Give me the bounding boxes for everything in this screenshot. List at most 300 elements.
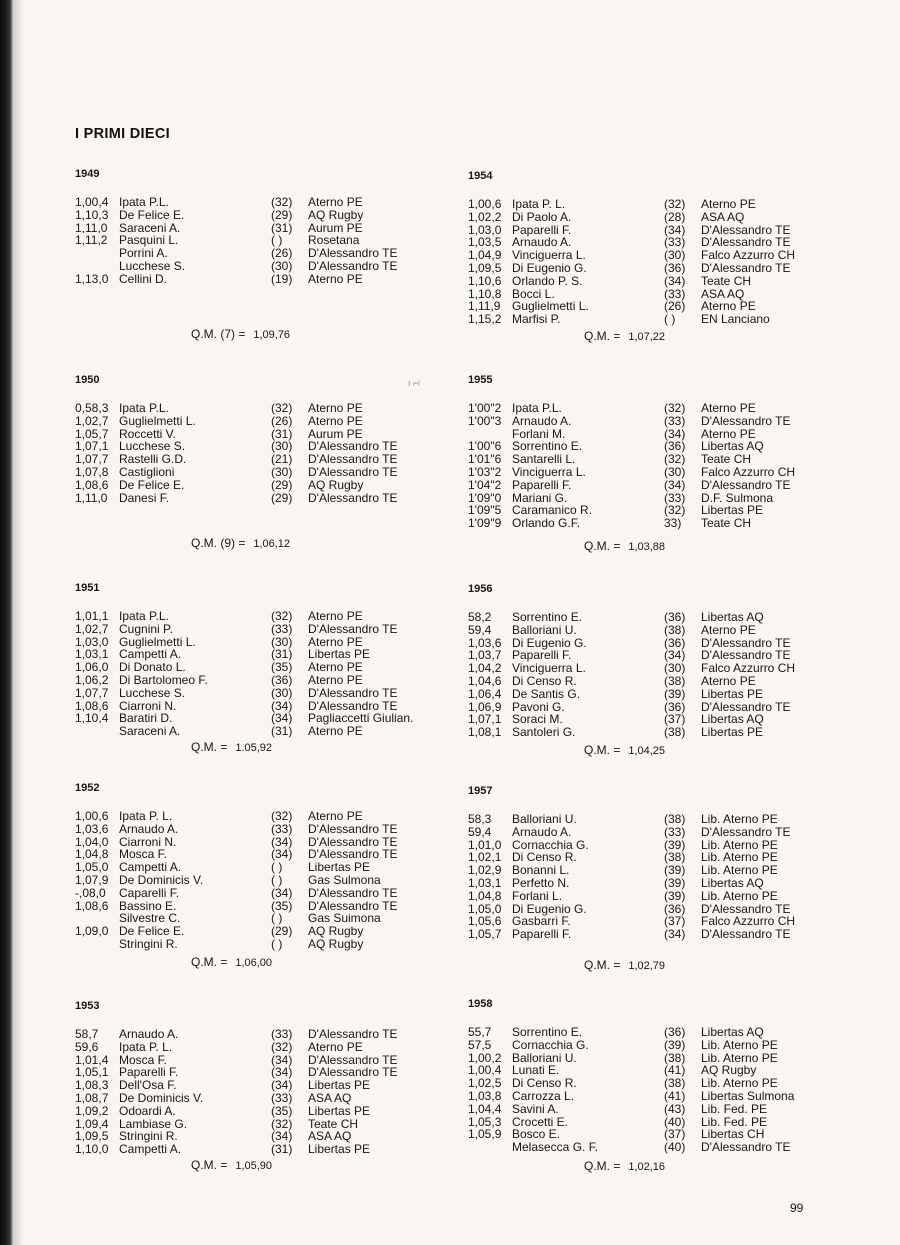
- birth-year: (32): [271, 1116, 293, 1131]
- athlete-name: Saraceni A.: [119, 220, 181, 235]
- ranking-row: [468, 198, 858, 211]
- birth-year: (32): [664, 452, 686, 467]
- ranking-list: [468, 813, 858, 941]
- club-name: D'Alessandro TE: [308, 258, 398, 273]
- ranking-list: [75, 810, 465, 951]
- time-cell: 59,6: [75, 1039, 99, 1054]
- athlete-name: Dell'Osa F.: [119, 1078, 177, 1093]
- club-name: Libertas PE: [701, 503, 764, 518]
- club-name: Pagliaccetti Giulian.: [308, 711, 414, 726]
- average-label: Q.M. (9) =: [191, 536, 246, 550]
- time-cell: 59,4: [468, 824, 492, 839]
- average-value: 1,07,22: [628, 331, 666, 343]
- time-cell: 1,11,9: [468, 299, 501, 314]
- time-cell: 1,02,7: [75, 413, 109, 428]
- time-cell: 1,09,5: [75, 1129, 109, 1144]
- club-name: Aterno PE: [308, 413, 363, 428]
- club-name: Libertas CH: [701, 1127, 765, 1142]
- year-block-1957: [468, 785, 858, 941]
- time-cell: 1,03,6: [468, 635, 502, 650]
- club-name: Aterno PE: [701, 622, 756, 637]
- time-cell: 1,04,8: [75, 847, 109, 862]
- club-name: Gas Sulmona: [308, 872, 381, 887]
- athlete-name: Balloriani U.: [512, 622, 577, 637]
- ranking-row: [468, 826, 858, 839]
- time-cell: 1,09,2: [75, 1103, 109, 1118]
- time-cell: 1,01,1: [75, 609, 109, 623]
- birth-year: (34): [664, 426, 686, 441]
- time-cell: 1'09"5: [468, 503, 502, 518]
- athlete-name: Cornacchia G.: [512, 1037, 589, 1052]
- time-cell: 1,03,0: [468, 222, 502, 237]
- year-heading: 1950: [75, 374, 100, 386]
- club-name: Libertas PE: [701, 725, 764, 740]
- ranking-row: [468, 813, 858, 826]
- athlete-name: Di Paolo A.: [512, 209, 572, 224]
- athlete-name: De Dominicis V.: [119, 872, 204, 887]
- club-name: D'Alessandro TE: [701, 413, 791, 428]
- birth-year: (40): [664, 1140, 686, 1155]
- club-name: Lib. Aterno PE: [701, 1050, 778, 1065]
- birth-year: (36): [664, 901, 686, 916]
- birth-year: (33): [664, 286, 686, 301]
- birth-year: (33): [664, 824, 686, 839]
- club-name: Lib. Aterno PE: [701, 1076, 778, 1091]
- birth-year: (32): [271, 1039, 293, 1054]
- athlete-name: Guglielmetti L.: [119, 413, 196, 428]
- ranking-row: [468, 726, 858, 739]
- club-name: Libertas PE: [308, 1103, 371, 1118]
- club-name: Libertas AQ: [701, 439, 764, 454]
- athlete-name: Di Censo R.: [512, 673, 577, 688]
- club-name: Aterno PE: [308, 195, 363, 209]
- athlete-name: Mariani G.: [512, 490, 568, 505]
- birth-year: (33): [271, 1090, 293, 1105]
- athlete-name: Odoardi A.: [119, 1103, 176, 1118]
- average-label: Q.M. =: [584, 743, 621, 757]
- average-value: 1,06,12: [253, 538, 291, 550]
- club-name: Aurum PE: [308, 220, 363, 235]
- ranking-row: [75, 1041, 465, 1054]
- club-name: Aterno PE: [701, 197, 756, 211]
- club-name: Lib. Aterno PE: [701, 837, 778, 852]
- athlete-name: Di Eugenio G.: [512, 901, 587, 916]
- birth-year: (32): [271, 195, 293, 209]
- time-cell: 1,05,6: [468, 914, 502, 929]
- time-cell: 59,4: [468, 622, 492, 637]
- time-cell: 1,02,1: [468, 850, 502, 865]
- ranking-row: [468, 624, 858, 637]
- athlete-name: Ciarroni N.: [119, 698, 177, 713]
- birth-year: (34): [271, 885, 293, 900]
- page-title: I PRIMI DIECI: [75, 126, 170, 142]
- athlete-name: Di Censo R.: [512, 1076, 577, 1091]
- birth-year: (38): [664, 812, 686, 826]
- birth-year: (31): [271, 647, 293, 662]
- time-cell: 55,7: [468, 1025, 492, 1039]
- birth-year: (38): [664, 1076, 686, 1091]
- time-cell: 1,06,4: [468, 686, 502, 701]
- athlete-name: Ipata P.L.: [119, 401, 169, 415]
- club-name: ASA AQ: [308, 1090, 352, 1105]
- ranking-row: [75, 209, 465, 222]
- club-name: D'Alessandro TE: [308, 1027, 398, 1041]
- average-value: 1,06,00: [235, 957, 273, 969]
- birth-year: ( ): [271, 911, 283, 926]
- athlete-name: Danesi F.: [119, 490, 170, 505]
- time-cell: 1,10,6: [468, 273, 502, 288]
- athlete-name: Silvestre C.: [119, 911, 181, 926]
- athlete-name: Lucchese S.: [119, 685, 186, 700]
- time-cell: 1,11,0: [75, 490, 108, 505]
- athlete-name: Cellini D.: [119, 271, 168, 286]
- birth-year: (29): [271, 490, 293, 505]
- birth-year: (39): [664, 888, 686, 903]
- club-name: D'Alessandro TE: [308, 1065, 398, 1080]
- club-name: Aterno PE: [701, 673, 756, 688]
- athlete-name: Lunati E.: [512, 1063, 560, 1078]
- birth-year: (39): [664, 875, 686, 890]
- athlete-name: Pasquini L.: [119, 233, 179, 248]
- athlete-name: Sorrentino E.: [512, 439, 583, 454]
- athlete-name: Forlani M.: [512, 426, 566, 441]
- club-name: D'Alessandro TE: [308, 246, 398, 261]
- birth-year: (36): [664, 635, 686, 650]
- birth-year: (40): [664, 1114, 686, 1129]
- ranking-row: [468, 928, 858, 941]
- club-name: Libertas PE: [701, 686, 764, 701]
- athlete-name: Caramanico R.: [512, 503, 593, 518]
- ranking-list: [468, 611, 858, 739]
- birth-year: (32): [271, 609, 293, 623]
- print-mark: ı ⌐ʲ: [408, 378, 420, 388]
- time-cell: 1,02,5: [468, 1076, 502, 1091]
- birth-year: (30): [271, 464, 293, 479]
- ranking-row: [75, 1028, 465, 1041]
- ranking-row: [75, 687, 465, 700]
- ranking-row: [75, 479, 465, 492]
- birth-year: (30): [271, 685, 293, 700]
- athlete-name: Perfetto N.: [512, 875, 570, 890]
- ranking-list: [468, 1026, 858, 1154]
- year-heading: 1949: [75, 168, 100, 180]
- ranking-row: [468, 211, 858, 224]
- average-label: Q.M. =: [584, 958, 621, 972]
- year-heading: 1953: [75, 1000, 100, 1012]
- birth-year: (35): [271, 1103, 293, 1118]
- time-cell: 1,04,2: [468, 661, 502, 676]
- athlete-name: Mosca F.: [119, 847, 168, 862]
- ranking-row: [468, 517, 858, 530]
- athlete-name: Guglielmetti L.: [512, 299, 589, 314]
- club-name: Libertas AQ: [701, 1025, 764, 1039]
- birth-year: ( ): [271, 233, 283, 248]
- athlete-name: Di Bartolomeo F.: [119, 672, 208, 687]
- club-name: Aterno PE: [308, 809, 363, 823]
- club-name: Falco Azzurro CH: [701, 661, 796, 676]
- time-cell: 1,07,1: [468, 712, 502, 727]
- birth-year: (34): [664, 648, 686, 663]
- time-cell: 1,08,1: [468, 725, 502, 740]
- birth-year: ( ): [271, 872, 283, 887]
- time-cell: 0,58,3: [75, 401, 109, 415]
- average-value: 1,03,88: [628, 541, 666, 553]
- birth-year: (34): [271, 1078, 293, 1093]
- athlete-name: Santoleri G.: [512, 725, 576, 740]
- athlete-name: Orlando P. S.: [512, 273, 583, 288]
- time-cell: 58,3: [468, 812, 492, 826]
- birth-year: (30): [664, 464, 686, 479]
- time-cell: 1,05,3: [468, 1114, 502, 1129]
- athlete-name: Lucchese S.: [119, 258, 186, 273]
- athlete-name: Campetti A.: [119, 860, 182, 875]
- athlete-name: Roccetti V.: [119, 426, 176, 441]
- athlete-name: Arnaudo A.: [119, 1027, 179, 1041]
- birth-year: (43): [664, 1101, 686, 1116]
- year-block-1951: [75, 582, 465, 738]
- athlete-name: Forlani L.: [512, 888, 563, 903]
- ranking-list: [75, 610, 465, 738]
- club-name: D'Alessandro TE: [308, 847, 398, 862]
- club-name: D'Alessandro TE: [308, 698, 398, 713]
- time-cell: 1,13,0: [75, 271, 109, 286]
- club-name: D'Alessandro TE: [701, 1140, 791, 1155]
- ranking-row: [468, 402, 858, 415]
- birth-year: ( ): [271, 860, 283, 875]
- birth-year: (30): [271, 439, 293, 454]
- birth-year: ( ): [271, 936, 283, 951]
- athlete-name: Paparelli F.: [512, 222, 572, 237]
- time-cell: 1,03,5: [468, 235, 502, 250]
- binding-shadow: [14, 0, 24, 1245]
- club-name: D'Alessandro TE: [701, 222, 791, 237]
- athlete-name: Saraceni A.: [119, 724, 181, 739]
- birth-year: (34): [271, 847, 293, 862]
- club-name: D.F. Sulmona: [701, 490, 774, 505]
- time-cell: 1,02,9: [468, 863, 502, 878]
- club-name: D'Alessandro TE: [701, 260, 791, 275]
- athlete-name: Cornacchia G.: [512, 837, 589, 852]
- athlete-name: De Felice E.: [119, 924, 185, 939]
- time-cell: 57,5: [468, 1037, 492, 1052]
- athlete-name: Di Eugenio G.: [512, 260, 587, 275]
- time-cell: 1'00"3: [468, 413, 502, 428]
- time-cell: 1,04,9: [468, 248, 502, 263]
- birth-year: (26): [664, 299, 686, 314]
- average-label: Q.M. (7) =: [191, 327, 246, 341]
- club-name: Aterno PE: [308, 1039, 363, 1054]
- time-cell: 1,08,6: [75, 698, 109, 713]
- birth-year: (28): [664, 209, 686, 224]
- ranking-row: [468, 415, 858, 428]
- club-name: Aterno PE: [308, 271, 363, 286]
- time-cell: 1'00"2: [468, 401, 502, 415]
- club-name: Lib. Aterno PE: [701, 863, 778, 878]
- average-line: [191, 327, 290, 341]
- club-name: Lib. Aterno PE: [701, 888, 778, 903]
- time-cell: 1,08,6: [75, 477, 109, 492]
- club-name: Libertas Sulmona: [701, 1088, 795, 1103]
- club-name: D'Alessandro TE: [308, 439, 398, 454]
- athlete-name: Bassino E.: [119, 898, 177, 913]
- club-name: D'Alessandro TE: [308, 464, 398, 479]
- birth-year: (26): [271, 246, 293, 261]
- club-name: Falco Azzurro CH: [701, 914, 796, 929]
- ranking-row: [468, 1039, 858, 1052]
- ranking-row: [75, 887, 465, 900]
- time-cell: 1,03,1: [468, 875, 502, 890]
- birth-year: (34): [664, 222, 686, 237]
- year-heading: 1954: [468, 170, 493, 182]
- ranking-row: [75, 196, 465, 209]
- athlete-name: Ipata P.L.: [119, 195, 169, 209]
- club-name: Teate CH: [701, 273, 752, 288]
- year-heading: 1951: [75, 582, 100, 594]
- athlete-name: Campetti A.: [119, 647, 182, 662]
- average-line: [191, 740, 272, 754]
- time-cell: 1,04,6: [468, 673, 502, 688]
- club-name: AQ Rugby: [308, 477, 364, 492]
- club-name: Aterno PE: [308, 609, 363, 623]
- birth-year: (21): [271, 452, 293, 467]
- athlete-name: Ipata P.L.: [119, 609, 169, 623]
- birth-year: ( ): [664, 312, 676, 327]
- athlete-name: Mosca F.: [119, 1052, 168, 1067]
- athlete-name: Campetti A.: [119, 1142, 182, 1157]
- club-name: Aterno PE: [308, 401, 363, 415]
- birth-year: 33): [664, 516, 682, 531]
- birth-year: (30): [664, 661, 686, 676]
- average-value: 1,05,90: [235, 1160, 273, 1172]
- athlete-name: Sorrentino E.: [512, 1025, 583, 1039]
- club-name: Aterno PE: [701, 299, 756, 314]
- club-name: Libertas PE: [308, 1078, 371, 1093]
- birth-year: (34): [271, 1129, 293, 1144]
- birth-year: (32): [271, 401, 293, 415]
- birth-year: (34): [271, 834, 293, 849]
- ranking-row: [468, 688, 858, 701]
- average-line: [584, 329, 665, 343]
- time-cell: 1,00,4: [75, 195, 109, 209]
- time-cell: 1,04,4: [468, 1101, 502, 1116]
- athlete-name: Sorrentino E.: [512, 610, 583, 624]
- ranking-row: [75, 725, 465, 738]
- athlete-name: Paparelli F.: [512, 477, 572, 492]
- average-line: [584, 539, 665, 553]
- year-block-1956: [468, 583, 858, 739]
- ranking-row: [468, 275, 858, 288]
- ranking-list: [75, 1028, 465, 1156]
- ranking-row: [75, 492, 465, 505]
- athlete-name: Di Eugenio G.: [512, 635, 587, 650]
- time-cell: 1'01"6: [468, 452, 502, 467]
- average-line: [584, 1159, 665, 1173]
- athlete-name: Melasecca G. F.: [512, 1140, 599, 1155]
- birth-year: (33): [271, 821, 293, 836]
- time-cell: 1'09"0: [468, 490, 502, 505]
- birth-year: (38): [664, 673, 686, 688]
- club-name: D'Alessandro TE: [701, 901, 791, 916]
- time-cell: 1,10,4: [75, 711, 109, 726]
- athlete-name: Lucchese S.: [119, 439, 186, 454]
- birth-year: (39): [664, 1037, 686, 1052]
- club-name: AQ Rugby: [308, 936, 364, 951]
- average-value: 1,04,25: [628, 745, 666, 757]
- birth-year: (29): [271, 477, 293, 492]
- athlete-name: Stringini R.: [119, 1129, 178, 1144]
- year-heading: 1955: [468, 374, 493, 386]
- average-label: Q.M. =: [584, 539, 621, 553]
- time-cell: 1,08,6: [75, 898, 109, 913]
- birth-year: (37): [664, 712, 686, 727]
- ranking-row: [468, 466, 858, 479]
- birth-year: (36): [664, 260, 686, 275]
- book-binding-edge: [0, 0, 14, 1245]
- club-name: Aterno PE: [308, 634, 363, 649]
- ranking-row: [75, 1092, 465, 1105]
- average-label: Q.M. =: [191, 740, 228, 754]
- athlete-name: Guglielmetti L.: [119, 634, 196, 649]
- time-cell: 1,02,7: [75, 621, 109, 636]
- ranking-row: [75, 1143, 465, 1156]
- time-cell: 1,15,2: [468, 312, 502, 327]
- club-name: D'Alessandro TE: [308, 490, 398, 505]
- birth-year: (38): [664, 622, 686, 637]
- year-block-1954: [468, 170, 858, 326]
- club-name: AQ Rugby: [308, 924, 364, 939]
- athlete-name: Pavoni G.: [512, 699, 565, 714]
- athlete-name: Bosco E.: [512, 1127, 561, 1142]
- time-cell: 1,05,0: [75, 860, 109, 875]
- club-name: Lib. Fed. PE: [701, 1114, 768, 1129]
- average-line: [191, 1158, 272, 1172]
- club-name: D'Alessandro TE: [308, 821, 398, 836]
- birth-year: (34): [664, 273, 686, 288]
- average-label: Q.M. =: [191, 955, 228, 969]
- time-cell: 1,07,1: [75, 439, 109, 454]
- club-name: Gas Suimona: [308, 911, 381, 926]
- birth-year: (37): [664, 914, 686, 929]
- athlete-name: Balloriani U.: [512, 812, 577, 826]
- birth-year: (36): [271, 672, 293, 687]
- birth-year: (31): [271, 426, 293, 441]
- athlete-name: Marfisi P.: [512, 312, 561, 327]
- time-cell: 1,07,8: [75, 464, 109, 479]
- club-name: D'Alessandro TE: [308, 834, 398, 849]
- club-name: D'Alessandro TE: [308, 885, 398, 900]
- time-cell: 58,7: [75, 1027, 99, 1041]
- birth-year: (32): [271, 809, 293, 823]
- birth-year: (26): [271, 413, 293, 428]
- birth-year: (34): [271, 1052, 293, 1067]
- birth-year: (34): [271, 711, 293, 726]
- club-name: AQ Rugby: [308, 207, 364, 222]
- time-cell: -,08,0: [75, 885, 106, 900]
- time-cell: 1,03,7: [468, 648, 502, 663]
- athlete-name: Lambiase G.: [119, 1116, 188, 1131]
- time-cell: 1,02,2: [468, 209, 502, 224]
- ranking-row: [468, 1103, 858, 1116]
- time-cell: 1,10,3: [75, 207, 109, 222]
- birth-year: (31): [271, 220, 293, 235]
- athlete-name: Paparelli F.: [512, 927, 572, 942]
- year-heading: 1952: [75, 782, 100, 794]
- time-cell: 1,05,7: [468, 927, 502, 942]
- club-name: Aterno PE: [701, 426, 756, 441]
- club-name: Aterno PE: [308, 660, 363, 675]
- club-name: Aterno PE: [308, 672, 363, 687]
- time-cell: 1,11,2: [75, 233, 108, 248]
